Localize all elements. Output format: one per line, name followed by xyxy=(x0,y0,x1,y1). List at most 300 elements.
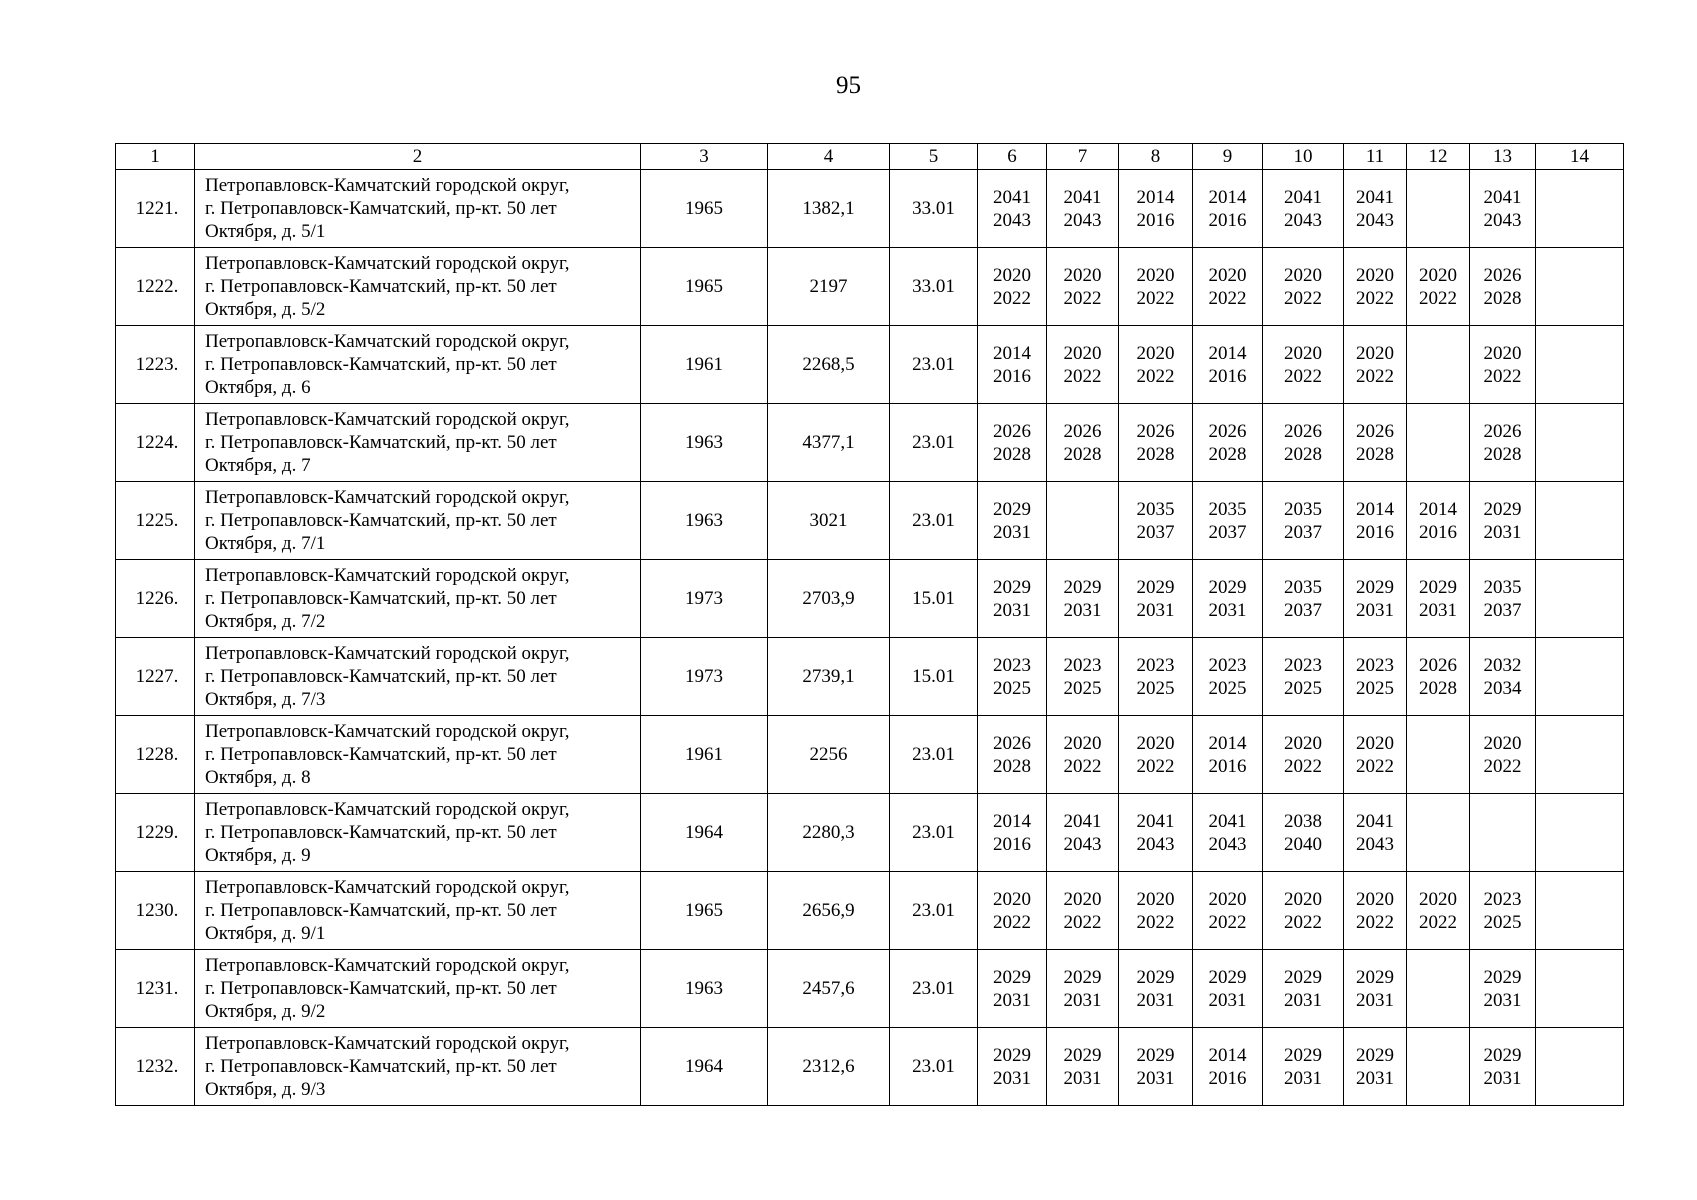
total-area: 2739,1 xyxy=(768,638,890,716)
column-header-14: 14 xyxy=(1536,144,1624,170)
column-header-7: 7 xyxy=(1047,144,1119,170)
period-cell-14 xyxy=(1536,950,1624,1028)
table-row xyxy=(116,170,1624,248)
period-end: 2043 xyxy=(1136,833,1175,855)
period-start: 2029 xyxy=(1208,966,1247,988)
period-end: 2031 xyxy=(1208,599,1247,621)
period-cell-6 xyxy=(978,794,1047,872)
period-cell-7 xyxy=(1047,716,1119,794)
row-number: 1227. xyxy=(116,638,195,716)
period-cell-8 xyxy=(1119,482,1193,560)
address-line: Петропавловск-Камчатский городской округ, xyxy=(205,643,570,664)
period-start: 2020 xyxy=(1136,732,1175,754)
period-start: 2029 xyxy=(1136,1044,1175,1066)
period-end: 2022 xyxy=(1284,755,1322,777)
row-number: 1229. xyxy=(116,794,195,872)
address-line: г. Петропавловск-Камчатский, пр-кт. 50 лет xyxy=(205,978,557,999)
period-end: 2031 xyxy=(1356,1067,1394,1089)
period-end: 2022 xyxy=(1356,365,1394,387)
build-year: 1965 xyxy=(641,170,768,248)
period-start: 2020 xyxy=(1063,264,1102,286)
address-line: Петропавловск-Камчатский городской округ, xyxy=(205,799,570,820)
period-start: 2026 xyxy=(1136,420,1175,442)
period-cell-7 xyxy=(1047,794,1119,872)
period-start: 2041 xyxy=(1284,186,1322,208)
period-start: 2020 xyxy=(1208,888,1247,910)
code: 23.01 xyxy=(890,794,978,872)
period-end: 2037 xyxy=(1136,521,1175,543)
period-start: 2035 xyxy=(1208,498,1247,520)
address-line: г. Петропавловск-Камчатский, пр-кт. 50 лет xyxy=(205,588,557,609)
period-cell-12 xyxy=(1407,170,1470,248)
row-number: 1230. xyxy=(116,872,195,950)
period-cell-9 xyxy=(1193,872,1263,950)
period-end: 2022 xyxy=(1063,755,1102,777)
period-start: 2029 xyxy=(1356,576,1394,598)
total-area: 2280,3 xyxy=(768,794,890,872)
row-number: 1223. xyxy=(116,326,195,404)
period-start: 2020 xyxy=(1356,888,1394,910)
period-cell-11 xyxy=(1344,170,1407,248)
period-end: 2016 xyxy=(993,365,1031,387)
period-end: 2028 xyxy=(1483,287,1522,309)
period-start: 2041 xyxy=(1063,186,1102,208)
period-start: 2020 xyxy=(1063,888,1102,910)
period-cell-12 xyxy=(1407,482,1470,560)
period-cell-11 xyxy=(1344,872,1407,950)
period-cell-14 xyxy=(1536,872,1624,950)
table-row xyxy=(116,638,1624,716)
period-end: 2022 xyxy=(1284,365,1322,387)
period-end: 2022 xyxy=(1483,365,1522,387)
period-cell-8 xyxy=(1119,326,1193,404)
period-cell-14 xyxy=(1536,560,1624,638)
period-start: 2014 xyxy=(1136,186,1175,208)
address-line: Октября, д. 7/3 xyxy=(205,689,326,710)
period-start: 2020 xyxy=(1284,342,1322,364)
period-end: 2022 xyxy=(1208,911,1247,933)
period-cell-6 xyxy=(978,872,1047,950)
address-line: Петропавловск-Камчатский городской округ, xyxy=(205,877,570,898)
address-line: г. Петропавловск-Камчатский, пр-кт. 50 лет xyxy=(205,900,557,921)
period-start: 2023 xyxy=(1284,654,1322,676)
address-cell xyxy=(195,872,641,950)
period-cell-13 xyxy=(1470,248,1536,326)
address-line: г. Петропавловск-Камчатский, пр-кт. 50 лет xyxy=(205,666,557,687)
row-number: 1221. xyxy=(116,170,195,248)
period-end: 2031 xyxy=(993,1067,1031,1089)
period-cell-13 xyxy=(1470,872,1536,950)
period-start: 2020 xyxy=(1136,342,1175,364)
address-line: Петропавловск-Камчатский городской округ, xyxy=(205,487,570,508)
period-cell-9 xyxy=(1193,950,1263,1028)
period-end: 2025 xyxy=(1356,677,1394,699)
address-line: Октября, д. 5/1 xyxy=(205,221,326,242)
address-cell xyxy=(195,404,641,482)
period-cell-10 xyxy=(1263,482,1344,560)
period-cell-10 xyxy=(1263,794,1344,872)
period-end: 2031 xyxy=(1063,989,1102,1011)
period-start: 2026 xyxy=(1284,420,1322,442)
period-end: 2016 xyxy=(1208,755,1247,777)
period-cell-11 xyxy=(1344,326,1407,404)
period-cell-12 xyxy=(1407,560,1470,638)
table-row xyxy=(116,248,1624,326)
period-start: 2026 xyxy=(1356,420,1394,442)
period-start: 2026 xyxy=(993,732,1031,754)
period-start: 2029 xyxy=(993,576,1031,598)
period-start: 2041 xyxy=(1208,810,1247,832)
period-cell-12 xyxy=(1407,326,1470,404)
period-start: 2020 xyxy=(1356,732,1394,754)
period-end: 2031 xyxy=(1136,599,1175,621)
period-cell-10 xyxy=(1263,404,1344,482)
period-start: 2020 xyxy=(1063,732,1102,754)
total-area: 2256 xyxy=(768,716,890,794)
address-line: Петропавловск-Камчатский городской округ, xyxy=(205,955,570,976)
period-cell-7 xyxy=(1047,560,1119,638)
total-area: 3021 xyxy=(768,482,890,560)
address-line: Петропавловск-Камчатский городской округ, xyxy=(205,721,570,742)
code: 23.01 xyxy=(890,716,978,794)
period-start: 2035 xyxy=(1136,498,1175,520)
period-start: 2029 xyxy=(1284,1044,1322,1066)
build-year: 1963 xyxy=(641,950,768,1028)
period-start: 2029 xyxy=(1284,966,1322,988)
period-end: 2043 xyxy=(1356,209,1394,231)
period-cell-11 xyxy=(1344,638,1407,716)
period-cell-6 xyxy=(978,638,1047,716)
column-header-10: 10 xyxy=(1263,144,1344,170)
period-end: 2022 xyxy=(1136,755,1175,777)
period-start: 2029 xyxy=(1063,1044,1102,1066)
period-cell-13 xyxy=(1470,638,1536,716)
period-end: 2031 xyxy=(1284,989,1322,1011)
address-line: Петропавловск-Камчатский городской округ, xyxy=(205,409,570,430)
period-start: 2029 xyxy=(1208,576,1247,598)
period-end: 2028 xyxy=(1356,443,1394,465)
row-number: 1225. xyxy=(116,482,195,560)
period-end: 2016 xyxy=(1208,1067,1247,1089)
period-end: 2043 xyxy=(1284,209,1322,231)
period-end: 2022 xyxy=(993,287,1031,309)
code: 23.01 xyxy=(890,482,978,560)
address-cell xyxy=(195,482,641,560)
table-row xyxy=(116,794,1624,872)
period-end: 2025 xyxy=(1483,911,1522,933)
address-line: Октября, д. 8 xyxy=(205,767,311,788)
address-cell xyxy=(195,950,641,1028)
period-end: 2022 xyxy=(1284,911,1322,933)
row-number: 1222. xyxy=(116,248,195,326)
address-line: Октября, д. 7 xyxy=(205,455,311,476)
column-header-4: 4 xyxy=(768,144,890,170)
period-start: 2041 xyxy=(1136,810,1175,832)
address-line: Октября, д. 9/3 xyxy=(205,1079,326,1100)
period-start: 2014 xyxy=(1356,498,1394,520)
address-cell xyxy=(195,1028,641,1106)
period-start: 2020 xyxy=(1356,342,1394,364)
period-end: 2022 xyxy=(1136,287,1175,309)
period-end: 2031 xyxy=(1136,989,1175,1011)
total-area: 2197 xyxy=(768,248,890,326)
period-cell-7 xyxy=(1047,404,1119,482)
period-cell-9 xyxy=(1193,170,1263,248)
period-cell-11 xyxy=(1344,404,1407,482)
period-start: 2020 xyxy=(993,888,1031,910)
code: 15.01 xyxy=(890,560,978,638)
period-cell-11 xyxy=(1344,716,1407,794)
address-line: г. Петропавловск-Камчатский, пр-кт. 50 лет xyxy=(205,354,557,375)
period-cell-13 xyxy=(1470,170,1536,248)
address-line: Октября, д. 9/2 xyxy=(205,1001,326,1022)
period-cell-6 xyxy=(978,248,1047,326)
period-cell-12 xyxy=(1407,872,1470,950)
period-cell-13 xyxy=(1470,560,1536,638)
period-cell-8 xyxy=(1119,716,1193,794)
period-end: 2043 xyxy=(1208,833,1247,855)
address-line: Петропавловск-Камчатский городской округ, xyxy=(205,175,570,196)
period-cell-12 xyxy=(1407,404,1470,482)
period-start: 2026 xyxy=(1063,420,1102,442)
address-line: г. Петропавловск-Камчатский, пр-кт. 50 лет xyxy=(205,276,557,297)
period-cell-12 xyxy=(1407,794,1470,872)
period-end: 2028 xyxy=(1284,443,1322,465)
period-cell-7 xyxy=(1047,950,1119,1028)
period-cell-7 xyxy=(1047,638,1119,716)
period-cell-9 xyxy=(1193,326,1263,404)
build-year: 1965 xyxy=(641,872,768,950)
period-end: 2043 xyxy=(1063,833,1102,855)
period-end: 2028 xyxy=(993,443,1031,465)
period-cell-7 xyxy=(1047,872,1119,950)
total-area: 2312,6 xyxy=(768,1028,890,1106)
period-start: 2041 xyxy=(1356,810,1394,832)
period-end: 2022 xyxy=(1356,287,1394,309)
period-start: 2035 xyxy=(1284,498,1322,520)
column-header-11: 11 xyxy=(1344,144,1407,170)
address-line: Октября, д. 9 xyxy=(205,845,311,866)
period-start: 2029 xyxy=(1136,576,1175,598)
period-cell-9 xyxy=(1193,248,1263,326)
period-cell-9 xyxy=(1193,716,1263,794)
address-cell xyxy=(195,326,641,404)
address-line: Октября, д. 5/2 xyxy=(205,299,326,320)
column-header-8: 8 xyxy=(1119,144,1193,170)
period-start: 2020 xyxy=(1284,888,1322,910)
period-end: 2031 xyxy=(993,521,1031,543)
period-start: 2014 xyxy=(1208,342,1247,364)
period-end: 2016 xyxy=(1208,209,1247,231)
period-cell-10 xyxy=(1263,638,1344,716)
period-start: 2026 xyxy=(1483,420,1522,442)
table-row xyxy=(116,716,1624,794)
row-number: 1226. xyxy=(116,560,195,638)
period-cell-14 xyxy=(1536,1028,1624,1106)
row-number: 1228. xyxy=(116,716,195,794)
period-cell-6 xyxy=(978,170,1047,248)
period-start: 2020 xyxy=(1483,342,1522,364)
code: 23.01 xyxy=(890,872,978,950)
period-start: 2020 xyxy=(1419,888,1457,910)
address-cell xyxy=(195,248,641,326)
period-end: 2037 xyxy=(1208,521,1247,543)
period-end: 2022 xyxy=(1136,365,1175,387)
column-header-3: 3 xyxy=(641,144,768,170)
total-area: 2703,9 xyxy=(768,560,890,638)
period-start: 2014 xyxy=(1208,186,1247,208)
period-cell-11 xyxy=(1344,794,1407,872)
period-start: 2020 xyxy=(1483,732,1522,754)
period-cell-12 xyxy=(1407,1028,1470,1106)
build-year: 1964 xyxy=(641,794,768,872)
period-cell-9 xyxy=(1193,638,1263,716)
build-year: 1963 xyxy=(641,482,768,560)
period-end: 2031 xyxy=(1063,599,1102,621)
period-cell-6 xyxy=(978,1028,1047,1106)
period-end: 2037 xyxy=(1483,599,1522,621)
period-cell-8 xyxy=(1119,950,1193,1028)
code: 23.01 xyxy=(890,326,978,404)
period-cell-8 xyxy=(1119,248,1193,326)
period-end: 2031 xyxy=(993,989,1031,1011)
row-number: 1232. xyxy=(116,1028,195,1106)
period-start: 2041 xyxy=(1483,186,1522,208)
code: 23.01 xyxy=(890,1028,978,1106)
header-row xyxy=(116,144,1624,170)
table-row xyxy=(116,950,1624,1028)
column-header-9: 9 xyxy=(1193,144,1263,170)
code: 15.01 xyxy=(890,638,978,716)
period-cell-12 xyxy=(1407,638,1470,716)
period-cell-10 xyxy=(1263,950,1344,1028)
period-start: 2023 xyxy=(993,654,1031,676)
period-cell-7 xyxy=(1047,482,1119,560)
column-header-13: 13 xyxy=(1470,144,1536,170)
period-start: 2029 xyxy=(1063,576,1102,598)
period-cell-6 xyxy=(978,950,1047,1028)
period-start: 2029 xyxy=(993,1044,1031,1066)
period-cell-7 xyxy=(1047,1028,1119,1106)
period-end: 2034 xyxy=(1483,677,1522,699)
period-cell-6 xyxy=(978,326,1047,404)
address-line: Октября, д. 6 xyxy=(205,377,311,398)
period-start: 2014 xyxy=(1419,498,1457,520)
period-cell-10 xyxy=(1263,248,1344,326)
code: 33.01 xyxy=(890,170,978,248)
period-cell-13 xyxy=(1470,482,1536,560)
period-cell-13 xyxy=(1470,716,1536,794)
period-end: 2022 xyxy=(1063,365,1102,387)
period-cell-6 xyxy=(978,482,1047,560)
period-cell-10 xyxy=(1263,872,1344,950)
period-end: 2031 xyxy=(1483,521,1522,543)
address-cell xyxy=(195,638,641,716)
address-line: Октября, д. 7/2 xyxy=(205,611,326,632)
period-cell-14 xyxy=(1536,170,1624,248)
address-line: Петропавловск-Камчатский городской округ, xyxy=(205,1033,570,1054)
period-cell-13 xyxy=(1470,404,1536,482)
row-number: 1231. xyxy=(116,950,195,1028)
period-cell-11 xyxy=(1344,1028,1407,1106)
period-start: 2041 xyxy=(993,186,1031,208)
column-header-12: 12 xyxy=(1407,144,1470,170)
period-end: 2022 xyxy=(1063,287,1102,309)
period-start: 2041 xyxy=(1356,186,1394,208)
period-cell-11 xyxy=(1344,248,1407,326)
period-cell-8 xyxy=(1119,794,1193,872)
period-end: 2025 xyxy=(993,677,1031,699)
period-end: 2022 xyxy=(1063,911,1102,933)
period-start: 2029 xyxy=(1136,966,1175,988)
address-line: Октября, д. 9/1 xyxy=(205,923,326,944)
period-start: 2029 xyxy=(1063,966,1102,988)
period-start: 2020 xyxy=(1136,264,1175,286)
period-cell-9 xyxy=(1193,794,1263,872)
total-area: 4377,1 xyxy=(768,404,890,482)
total-area: 1382,1 xyxy=(768,170,890,248)
period-end: 2031 xyxy=(1136,1067,1175,1089)
period-start: 2020 xyxy=(1063,342,1102,364)
period-cell-14 xyxy=(1536,638,1624,716)
period-start: 2029 xyxy=(1483,1044,1522,1066)
period-start: 2038 xyxy=(1284,810,1322,832)
period-end: 2031 xyxy=(1284,1067,1322,1089)
period-cell-11 xyxy=(1344,560,1407,638)
period-start: 2023 xyxy=(1483,888,1522,910)
period-end: 2016 xyxy=(1136,209,1175,231)
address-line: Петропавловск-Камчатский городской округ, xyxy=(205,331,570,352)
period-cell-6 xyxy=(978,716,1047,794)
period-end: 2028 xyxy=(1208,443,1247,465)
address-cell xyxy=(195,170,641,248)
row-number: 1224. xyxy=(116,404,195,482)
period-cell-12 xyxy=(1407,248,1470,326)
period-end: 2028 xyxy=(1063,443,1102,465)
period-start: 2026 xyxy=(1208,420,1247,442)
period-start: 2020 xyxy=(993,264,1031,286)
period-cell-14 xyxy=(1536,404,1624,482)
period-end: 2031 xyxy=(1419,599,1457,621)
period-start: 2035 xyxy=(1483,576,1522,598)
period-end: 2037 xyxy=(1284,521,1322,543)
period-start: 2014 xyxy=(993,342,1031,364)
period-end: 2031 xyxy=(1208,989,1247,1011)
period-end: 2025 xyxy=(1284,677,1322,699)
address-line: г. Петропавловск-Камчатский, пр-кт. 50 лет xyxy=(205,1056,557,1077)
period-end: 2025 xyxy=(1208,677,1247,699)
period-cell-11 xyxy=(1344,950,1407,1028)
address-line: г. Петропавловск-Камчатский, пр-кт. 50 лет xyxy=(205,510,557,531)
period-start: 2035 xyxy=(1284,576,1322,598)
total-area: 2656,9 xyxy=(768,872,890,950)
period-cell-6 xyxy=(978,560,1047,638)
period-end: 2022 xyxy=(1136,911,1175,933)
period-cell-8 xyxy=(1119,1028,1193,1106)
period-start: 2023 xyxy=(1208,654,1247,676)
period-end: 2040 xyxy=(1284,833,1322,855)
period-cell-10 xyxy=(1263,326,1344,404)
period-end: 2022 xyxy=(1356,911,1394,933)
column-header-2: 2 xyxy=(195,144,641,170)
period-end: 2028 xyxy=(1136,443,1175,465)
address-cell xyxy=(195,560,641,638)
period-cell-7 xyxy=(1047,248,1119,326)
period-end: 2031 xyxy=(993,599,1031,621)
period-end: 2031 xyxy=(1483,1067,1522,1089)
build-year: 1961 xyxy=(641,326,768,404)
period-start: 2023 xyxy=(1136,654,1175,676)
